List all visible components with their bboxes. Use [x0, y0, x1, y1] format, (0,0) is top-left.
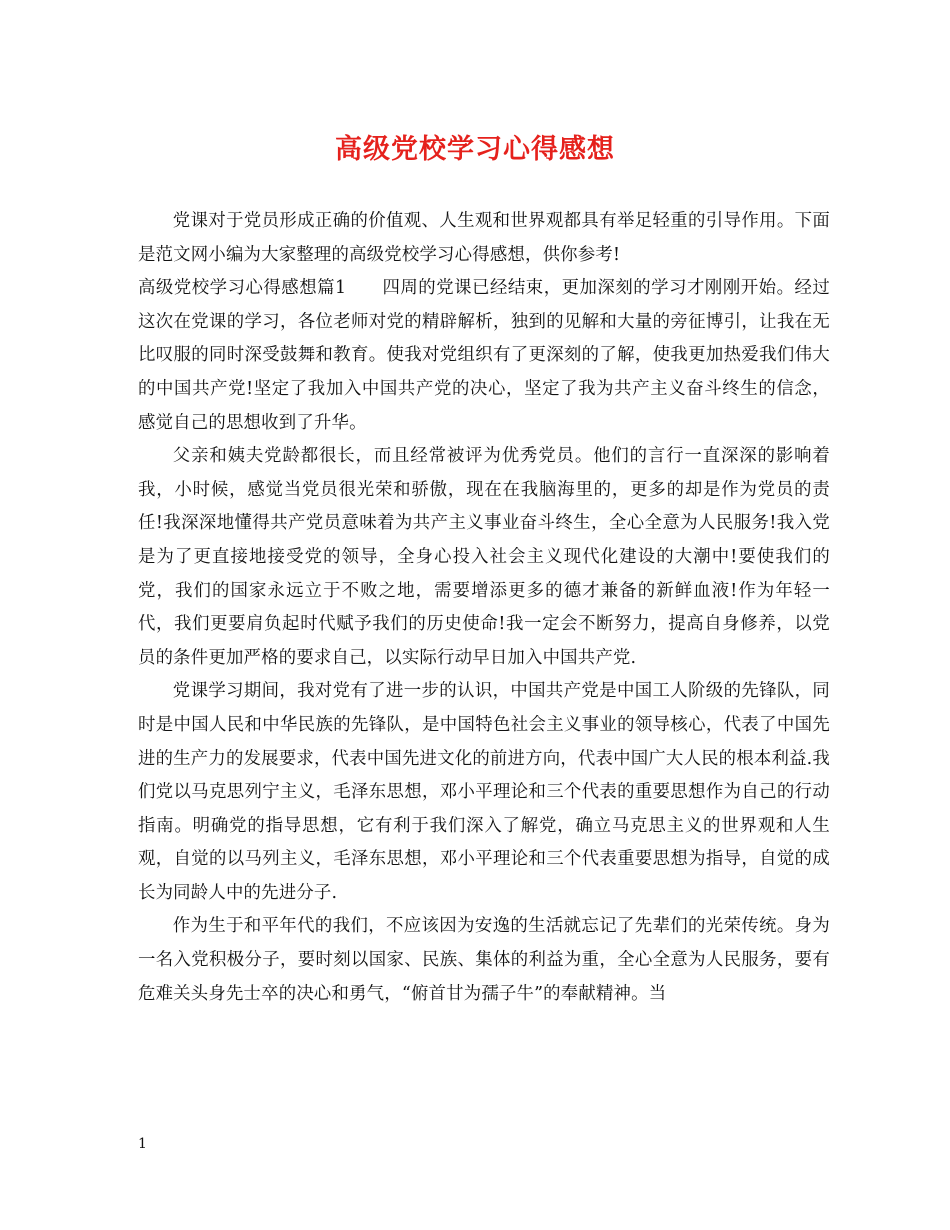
paragraph-peace-generation: 作为生于和平年代的我们，不应该因为安逸的生活就忘记了先辈们的光荣传统。身为一名入党积极分子，要时刻以国家、民族、集体的利益为重，全心全意为人民服务，要有危难关头身先士卒的决心和勇气，“俯首甘为孺子牛”的奉献精神。当 [138, 916, 830, 1004]
document-title: 高级党校学习心得感想 [335, 134, 615, 165]
paragraph-article-1: 高级党校学习心得感想篇1 四周的党课已经结束，更加深刻的学习才刚刚开始。经过这次在党课的学习，各位老师对党的精辟解析，独到的见解和大量的旁征博引，让我在无比叹服的同时深受鼓舞和教育。使我对党组织有了更深刻的了解，使我更加热爱我们伟大的中国共产党!坚定了我加入中国共产党的决心，坚定了我为共产主义奋斗终生的信念，感觉自己的思想收到了升华。 [138, 278, 830, 433]
paragraph-party-knowledge: 党课学习期间，我对党有了进一步的认识，中国共产党是中国工人阶级的先锋队，同时是中国人民和中华民族的先锋队，是中国特色社会主义事业的领导核心，代表了中国先进的生产力的发展要求，代表中国先进文化的前进方向，代表中国广大人民的根本利益.我们党以马克思列宁主义，毛泽东思想，邓小平理论和三个代表的重要思想作为自己的行动指南。明确党的指导思想，它有利于我们深入了解党，确立马克思主义的世界观和人生观，自觉的以马列主义，毛泽东思想，邓小平理论和三个代表重要思想为指导，自觉的成长为同龄人中的先进分子. [138, 681, 830, 903]
page-number: 1 [138, 1136, 147, 1152]
document-body [138, 205, 830, 1011]
paragraph-intro: 党课对于党员形成正确的价值观、人生观和世界观都具有举足轻重的引导作用。下面是范文网小编为大家整理的高级党校学习心得感想，供你参考! [138, 211, 830, 265]
paragraph-family: 父亲和姨夫党龄都很长，而且经常被评为优秀党员。他们的言行一直深深的影响着我，小时候，感觉当党员很光荣和骄傲，现在在我脑海里的，更多的却是作为党员的责任!我深深地懂得共产党员意味着为共产主义事业奋斗终生，全心全意为人民服务!我入党是为了更直接地接受党的领导，全身心投入社会主义现代化建设的大潮中!要使我们的党，我们的国家永远立于不败之地，需要增添更多的德才兼备的新鲜血液!作为年轻一代，我们更要肩负起时代赋予我们的历史使命!我一定会不断努力，提高自身修养，以党员的条件更加严格的要求自己，以实际行动早日加入中国共产党. [138, 446, 830, 668]
